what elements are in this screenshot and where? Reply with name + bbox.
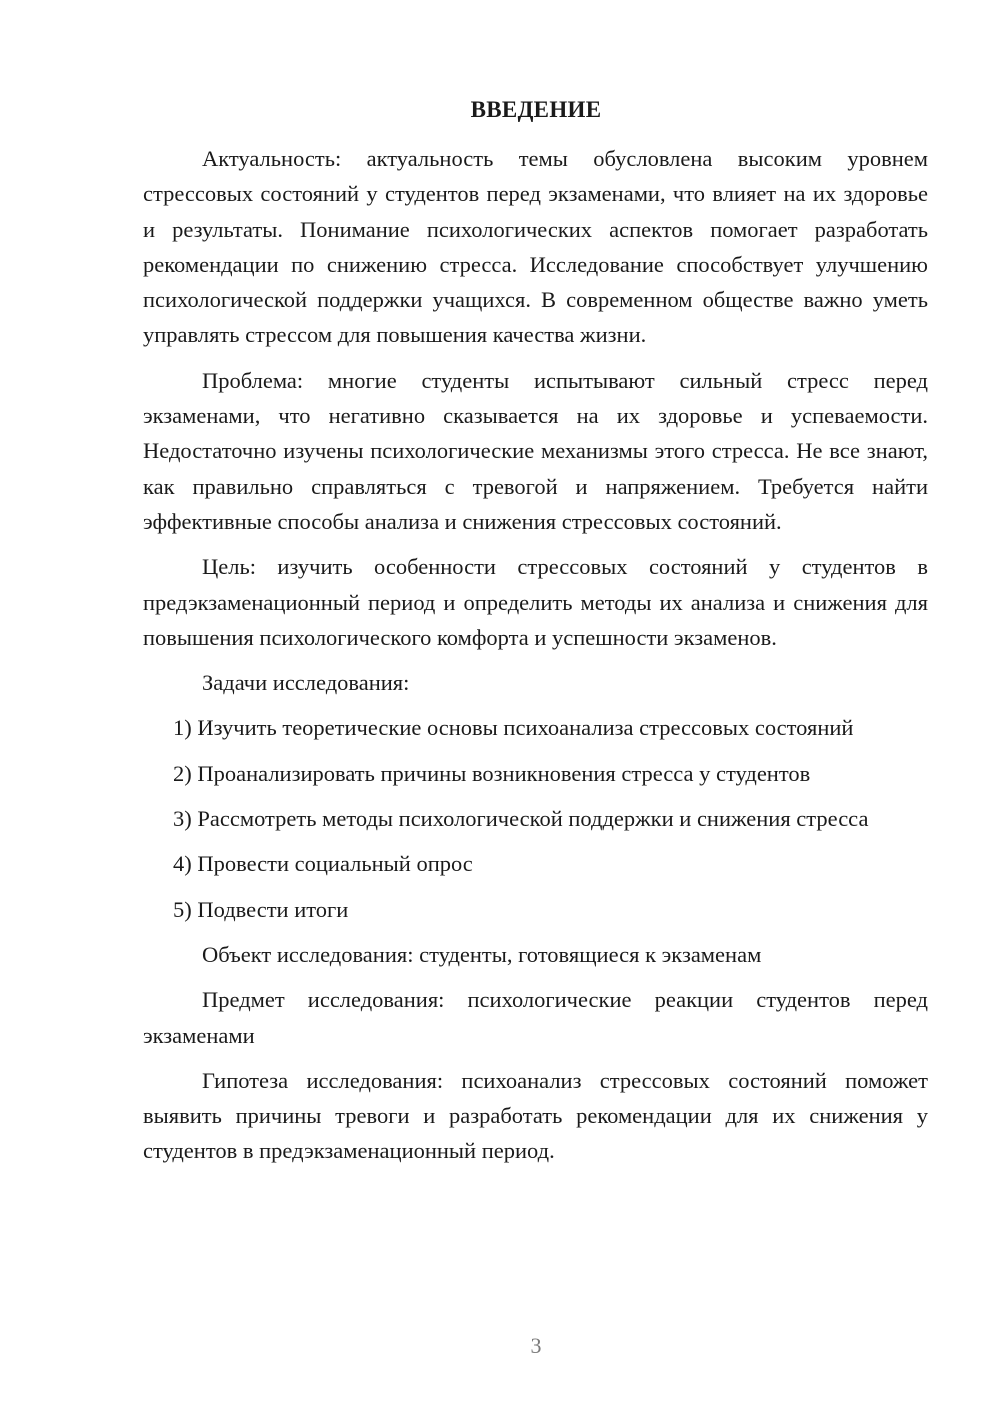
tasks-title: Задачи исследования: — [202, 670, 410, 696]
task-item: 2) Проанализировать причины возникновения стресса у студентов — [173, 760, 811, 786]
task-item: 5) Подвести итоги — [173, 896, 349, 922]
page-body — [143, 141, 928, 1179]
object-paragraph: Объект исследования: студенты, готовящиеся к экзаменам — [202, 941, 762, 967]
relevance-paragraph: Актуальность: актуальность темы обусловлена высоким уровнем стрессовых состояний у студентов перед экзаменами, что влияет на их здоровье и результаты. Понимание психологических аспектов помогает разработать рекомендации по снижению стресса. Исследование способствует улучшению психологической поддержки учащихся. В современном обществе важно уметь управлять стрессом для повышения качества жизни. — [143, 146, 928, 348]
section-heading: ВВЕДЕНИЕ — [470, 97, 602, 122]
problem-paragraph: Проблема: многие студенты испытывают сильный стресс перед экзаменами, что негативно сказывается на их здоровье и успеваемости. Недостаточно изучены психологические механизмы этого стресса. Не все знают, как правильно справляться с тревогой и напряжением. Требуется найти эффективные способы анализа и снижения стрессовых состояний. — [143, 367, 928, 534]
subject-paragraph: Предмет исследования: психологические реакции студентов перед экзаменами — [143, 987, 928, 1048]
page-number: 3 — [530, 1333, 542, 1358]
task-item: 3) Рассмотреть методы психологической поддержки и снижения стресса — [173, 806, 869, 832]
task-item: 1) Изучить теоретические основы психоанализа стрессовых состояний — [173, 715, 854, 741]
hypothesis-paragraph: Гипотеза исследования: психоанализ стрессовых состояний поможет выявить причины тревоги и разработать рекомендации для их снижения у студентов в предэкзаменационный период. — [143, 1067, 928, 1164]
task-item: 4) Провести социальный опрос — [173, 851, 473, 877]
goal-paragraph: Цель: изучить особенности стрессовых состояний у студентов в предэкзаменационный период и определить методы их анализа и снижения для повышения психологического комфорта и успешности экзаменов. — [143, 554, 928, 650]
